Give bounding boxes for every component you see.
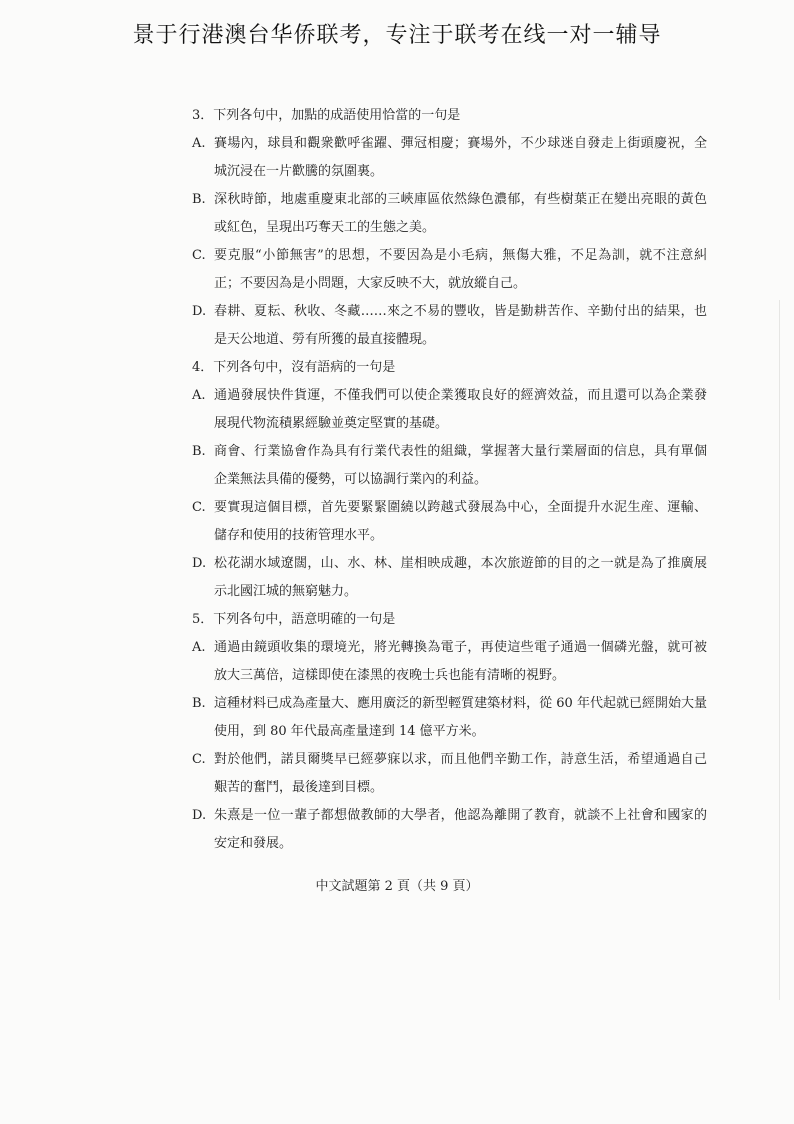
option-d [192, 298, 707, 354]
option-b [192, 690, 707, 746]
option-text: 通過由鏡頭收集的環境光，將光轉換為電子，再使這些電子通過一個磷光盤，就可被放大三萬倍，這樣即使在漆黑的夜晚士兵也能有清晰的視野。 [214, 640, 707, 683]
option-letter: B. [192, 192, 206, 207]
option-text: 這種材料已成為產量大、應用廣泛的新型輕質建築材料，從 60 年代起就已經開始大量使用，到 80 年代最高產量達到 14 億平方米。 [214, 696, 707, 739]
question-5 [192, 606, 707, 858]
option-c [192, 494, 707, 550]
option-a [192, 634, 707, 690]
option-letter: A. [192, 640, 206, 655]
option-letter: D. [192, 556, 207, 571]
option-text: 春耕、夏耘、秋收、冬藏……來之不易的豐收，皆是勤耕苦作、辛勤付出的結果，也是天公地道、勞有所獲的最直接體現。 [214, 304, 707, 347]
option-letter: C. [192, 500, 206, 515]
option-letter: C. [192, 752, 206, 767]
question-4 [192, 354, 707, 606]
question-stem: 5．下列各句中，語意明確的一句是 [192, 612, 396, 627]
option-text: 要克服“小節無害”的思想，不要因為是小毛病，無傷大雅，不足為訓，就不注意糾正；不要因為是小問題，大家反映不大，就放縱自己。 [214, 248, 707, 291]
question-list [192, 102, 707, 858]
option-text: 朱熹是一位一輩子都想做教師的大學者，他認為離開了教育，就談不上社會和國家的安定和發展。 [214, 808, 707, 851]
option-letter: B. [192, 696, 206, 711]
option-letter: C. [192, 248, 206, 263]
option-a [192, 130, 707, 186]
page-footer: 中文試題第 2 頁（共 9 頁） [315, 879, 479, 894]
option-text: 對於他們，諾貝爾獎早已經夢寐以求，而且他們辛勤工作，詩意生活，希望通過自己艱苦的奮鬥，最後達到目標。 [214, 752, 707, 795]
option-c [192, 242, 707, 298]
question-stem: 3．下列各句中，加點的成語使用恰當的一句是 [192, 108, 461, 123]
option-letter: A. [192, 388, 206, 403]
page-banner: 景于行港澳台华侨联考，专注于联考在线一对一辅导 [132, 23, 662, 48]
option-d [192, 802, 707, 858]
option-text: 賽場內，球員和觀衆歡呼雀躍、彈冠相慶；賽場外，不少球迷自發走上街頭慶祝，全城沉浸在一片歡騰的氛圍裏。 [214, 136, 707, 179]
option-text: 松花湖水域遼闊，山、水、林、崖相映成趣，本次旅遊節的目的之一就是為了推廣展示北國江城的無窮魅力。 [214, 556, 707, 599]
option-a [192, 382, 707, 438]
question-3 [192, 102, 707, 354]
option-letter: A. [192, 136, 206, 151]
option-text: 商會、行業協會作為具有行業代表性的組織，掌握著大量行業層面的信息，具有單個企業無法具備的優勢，可以協調行業內的利益。 [214, 444, 707, 487]
option-text: 深秋時節，地處重慶東北部的三峽庫區依然綠色濃郁，有些樹葉正在變出亮眼的黃色或紅色，呈現出巧奪天工的生態之美。 [214, 192, 707, 235]
option-b [192, 438, 707, 494]
option-letter: D. [192, 808, 207, 823]
option-text: 要實現這個目標，首先要緊緊圍繞以跨越式發展為中心，全面提升水泥生産、運輸、儲存和使用的技術管理水平。 [214, 500, 707, 543]
question-stem: 4．下列各句中，沒有語病的一句是 [192, 360, 396, 375]
option-letter: D. [192, 304, 207, 319]
option-d [192, 550, 707, 606]
option-c [192, 746, 707, 802]
option-text: 通過發展快件貨運，不僅我們可以使企業獲取良好的經濟效益，而且還可以為企業發展現代物流積累經驗並奠定堅實的基礎。 [214, 388, 707, 431]
scan-margin-line [779, 300, 780, 1000]
option-b [192, 186, 707, 242]
option-letter: B. [192, 444, 206, 459]
